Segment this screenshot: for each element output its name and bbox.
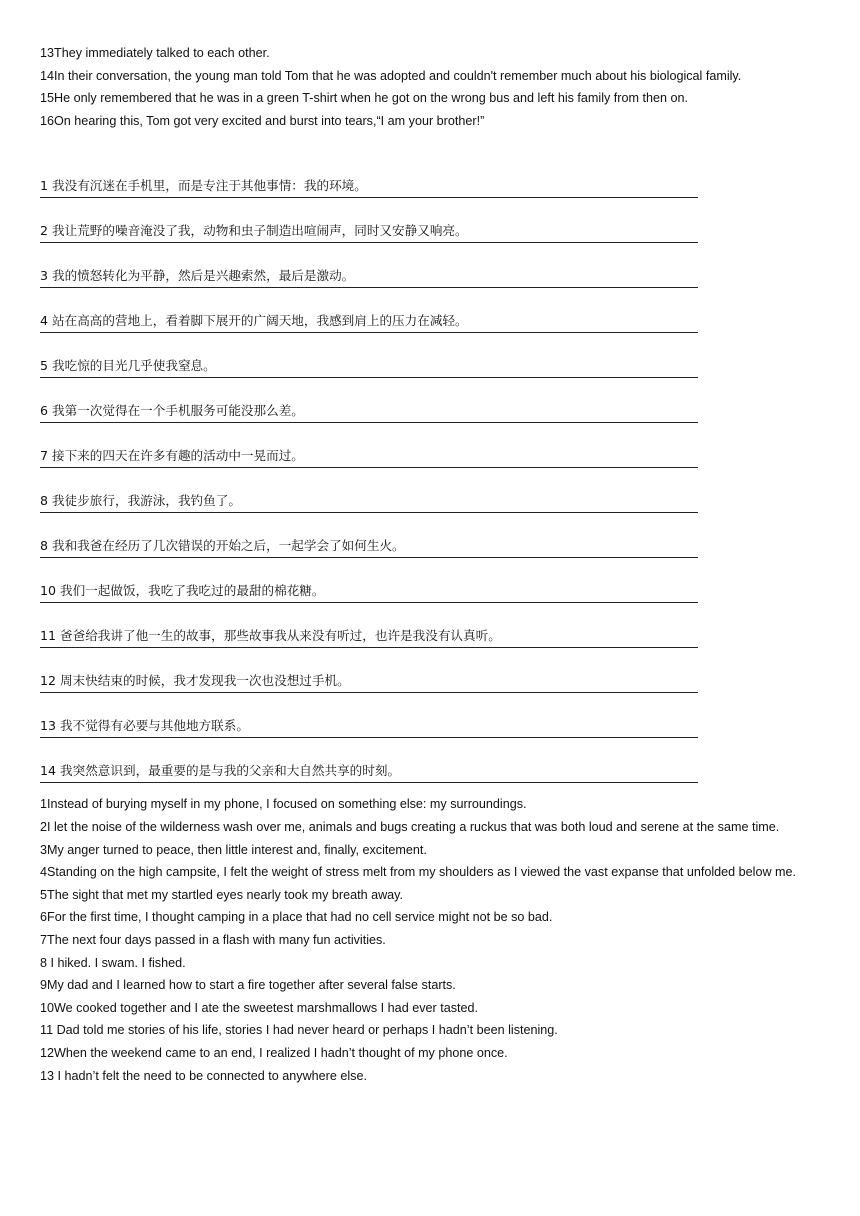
chinese-sentence: 8 我徒步旅行，我游泳，我钓鱼了。 <box>40 493 241 509</box>
answer-line: 12When the weekend came to an end, I realized I hadn’t thought of my phone once. <box>40 1045 508 1060</box>
answer-line: 7The next four days passed in a flash with many fun activities. <box>40 932 386 947</box>
exercise-item <box>40 625 819 648</box>
chinese-sentence: 10 我们一起做饭，我吃了我吃过的最甜的棉花糖。 <box>40 583 325 599</box>
exercise-item <box>40 265 819 288</box>
answer-blank-line[interactable] <box>40 692 698 693</box>
answer-blank-line[interactable] <box>40 602 698 603</box>
exercise-item <box>40 715 819 738</box>
answer-line: 13 I hadn’t felt the need to be connected to anywhere else. <box>40 1068 367 1083</box>
answer-line: 5The sight that met my startled eyes nearly took my breath away. <box>40 887 404 902</box>
answer-line: 3My anger turned to peace, then little interest and, finally, excitement. <box>40 842 427 857</box>
exercise-item <box>40 175 819 198</box>
answer-key <box>40 793 819 1087</box>
answer-line: 1Instead of burying myself in my phone, I focused on something else: my surroundings. <box>40 797 527 812</box>
answer-blank-line[interactable] <box>40 467 698 468</box>
exercise-item <box>40 445 819 468</box>
exercise-item <box>40 400 819 423</box>
answer-line: 2I let the noise of the wilderness wash over me, animals and bugs creating a ruckus that was both loud and serene at the same time. <box>40 819 780 834</box>
chinese-sentence: 11 爸爸给我讲了他一生的故事，那些故事我从来没有听过，也许是我没有认真听。 <box>40 628 501 644</box>
answer-blank-line[interactable] <box>40 557 698 558</box>
answer-line: 8 I hiked. I swam. I fished. <box>40 955 186 970</box>
exercise-item <box>40 580 819 603</box>
answer-line: 4Standing on the high campsite, I felt the weight of stress melt from my shoulders as I viewed the vast expanse that unfolded below me. <box>40 865 797 880</box>
answer-line: 10We cooked together and I ate the sweetest marshmallows I had ever tasted. <box>40 1000 478 1015</box>
exercise-item <box>40 670 819 693</box>
section-gap <box>40 132 819 175</box>
answer-blank-line[interactable] <box>40 377 698 378</box>
exercise-item <box>40 490 819 513</box>
answer-blank-line[interactable] <box>40 242 698 243</box>
answer-blank-line[interactable] <box>40 287 698 288</box>
chinese-sentence: 3 我的愤怒转化为平静，然后是兴趣索然，最后是激动。 <box>40 268 355 284</box>
answer-blank-line[interactable] <box>40 737 698 738</box>
exercise-item <box>40 760 819 783</box>
answer-blank-line[interactable] <box>40 197 698 198</box>
answer-blank-line[interactable] <box>40 512 698 513</box>
answer-line: 6For the first time, I thought camping in a place that had no cell service might not be so bad. <box>40 910 553 925</box>
exercise-item <box>40 310 819 333</box>
story-line: 15He only remembered that he was in a green T-shirt when he got on the wrong bus and left his family from then on. <box>40 91 689 106</box>
worksheet-page <box>40 42 819 1087</box>
story-line: 14In their conversation, the young man told Tom that he was adopted and couldn't remember much about his biological family. <box>40 68 742 83</box>
chinese-sentence: 6 我第一次觉得在一个手机服务可能没那么差。 <box>40 403 304 419</box>
story-line: 13They immediately talked to each other. <box>40 46 270 60</box>
answer-line: 9My dad and I learned how to start a fire together after several false starts. <box>40 978 456 993</box>
story-line: 16On hearing this, Tom got very excited and burst into tears,“I am your brother!” <box>40 113 485 128</box>
chinese-sentence: 4 站在高高的营地上，看着脚下展开的广阔天地，我感到肩上的压力在减轻。 <box>40 313 468 329</box>
exercise-item <box>40 535 819 558</box>
answer-blank-line[interactable] <box>40 332 698 333</box>
story-sentences <box>40 42 819 132</box>
answer-blank-line[interactable] <box>40 782 698 783</box>
chinese-sentence: 12 周末快结束的时候，我才发现我一次也没想过手机。 <box>40 673 350 689</box>
answer-blank-line[interactable] <box>40 422 698 423</box>
answer-blank-line[interactable] <box>40 647 698 648</box>
chinese-sentence: 2 我让荒野的噪音淹没了我，动物和虫子制造出喧闹声，同时又安静又响亮。 <box>40 223 468 239</box>
chinese-sentence: 7 接下来的四天在许多有趣的活动中一晃而过。 <box>40 448 304 464</box>
translation-exercise <box>40 175 819 783</box>
chinese-sentence: 13 我不觉得有必要与其他地方联系。 <box>40 718 249 734</box>
exercise-item <box>40 220 819 243</box>
chinese-sentence: 1 我没有沉迷在手机里，而是专注于其他事情：我的环境。 <box>40 178 367 194</box>
exercise-item <box>40 355 819 378</box>
chinese-sentence: 5 我吃惊的目光几乎使我窒息。 <box>40 358 216 374</box>
answer-line: 11 Dad told me stories of his life, stories I had never heard or perhaps I hadn’t been listening. <box>40 1023 558 1038</box>
chinese-sentence: 14 我突然意识到，最重要的是与我的父亲和大自然共享的时刻。 <box>40 763 401 779</box>
chinese-sentence: 8 我和我爸在经历了几次错误的开始之后，一起学会了如何生火。 <box>40 538 405 554</box>
